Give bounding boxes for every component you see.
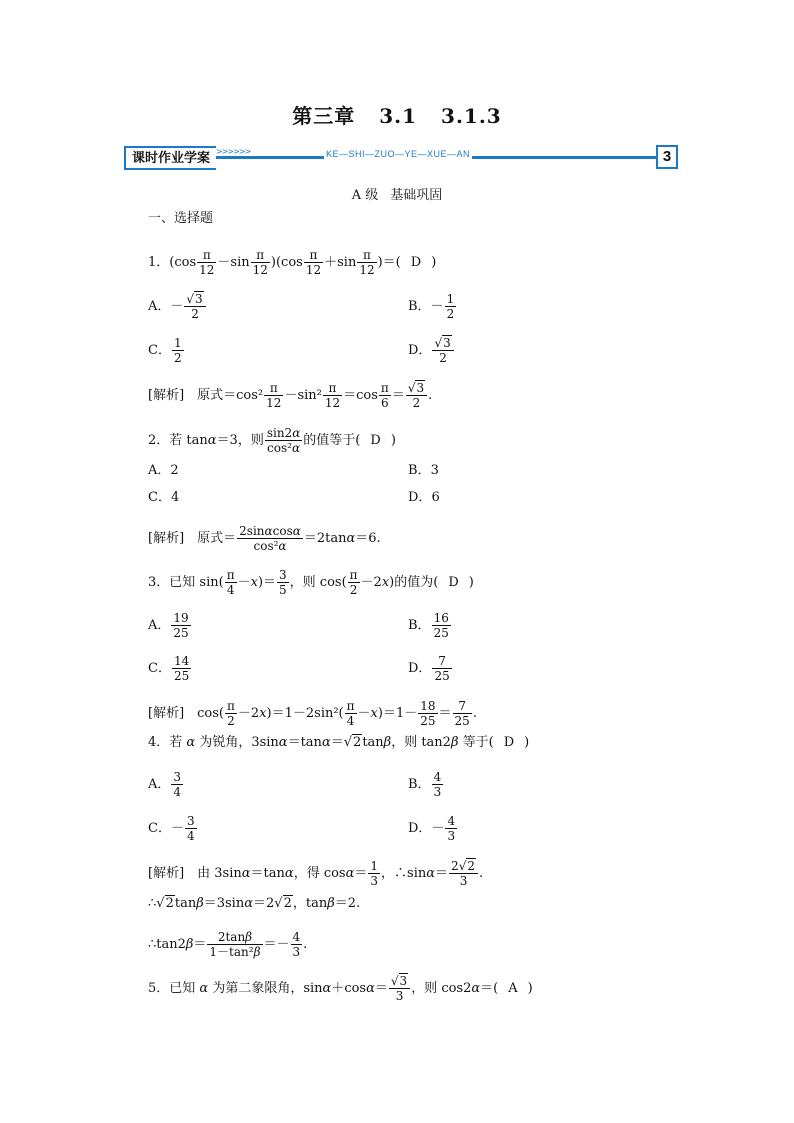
q4-analysis: [解析] 由 3sinα＝tanα，得 cosα＝ $\frac{1}{3}$ ，∴sinα＝ $\frac{2√2}{3}$ . [148, 859, 484, 888]
page-title: 第三章 3.1 3.1.3 [292, 104, 502, 128]
q4-option-b: B． $\frac{4}{3}$ [408, 770, 442, 799]
q2-option-a: A．2 [148, 463, 179, 478]
q4-analysis-line-2: ∴√2tanβ＝3sinα＝2√2，tanβ＝2. [148, 896, 361, 911]
q2-option-d: D．6 [408, 490, 440, 505]
question-3: 3．已知 sin( $\frac{\pi}{4}$ －x)＝ $\frac{3}{5}$ ，则 cos( $\frac{\pi}{2}$ －2x)的值为( D ) [148, 568, 474, 597]
q1-option-c: C． $\frac{1}{2}$ [148, 336, 182, 365]
banner-number: 3 [656, 145, 678, 169]
q2-analysis: [解析] 原式＝ $\frac{2\sin\alpha\cos\alpha}{\text{cos²α}}$ ＝2tanα＝6. [148, 524, 381, 553]
q4-analysis-line-3: ∴tan2β＝ $\frac{2\tan\beta}{\text{1－tan²β}}$ ＝－ $\frac{4}{3}$ . [148, 930, 308, 959]
question-4: 4．若 α 为锐角，3sinα＝tanα＝√2tanβ，则 tan2β 等于( D ) [148, 735, 530, 750]
banner-pinyin: KE—SHI—ZUO—YE—XUE—AN [326, 149, 471, 159]
q4-option-a: A． $\frac{3}{4}$ [148, 770, 182, 799]
section-banner [124, 146, 678, 168]
q4-option-d: D．－ $\frac{4}{3}$ [408, 814, 456, 843]
arrow-icon: >>>>>> [216, 147, 251, 156]
q1-option-d: D． $\frac{√3}{2}$ [408, 336, 455, 365]
q3-option-c: C． $\frac{14}{25}$ [148, 654, 190, 683]
q3-analysis: [解析] cos( $\frac{\pi}{2}$ －2x)＝1－2sin²( $\frac{\pi}{4}$ －x)＝1－ $\frac{18}{25}$ ＝ $\frac{7}{25}$ . [148, 699, 477, 728]
q1-option-b: B．－ $\frac{1}{2}$ [408, 292, 455, 321]
q3-option-d: D． $\frac{7}{25}$ [408, 654, 450, 683]
q2-option-b: B．3 [408, 463, 439, 478]
q1-analysis: [解析] 原式＝cos² $\frac{\pi}{12}$ －sin² $\frac{\pi}{12}$ ＝cos $\frac{\pi}{6}$ ＝ $\frac{√3}{2}$ . [148, 381, 433, 410]
q3-option-b: B． $\frac{16}{25}$ [408, 611, 449, 640]
section-heading: 一、选择题 [148, 211, 214, 226]
q1-option-a: A．－ $\frac{√3}{2}$ [148, 292, 207, 321]
question-2: 2．若 tanα＝3，则 $\frac{\sin 2\alpha}{\text{cos²α}}$ 的值等于( D ) [148, 426, 396, 455]
question-5: 5．已知 α 为第二象限角，sinα＋cosα＝ $\frac{√3}{3}$ ，则 cos2α＝( A ) [148, 974, 533, 1003]
level-heading: A 级 基础巩固 [351, 188, 443, 203]
q2-option-c: C．4 [148, 490, 180, 505]
question-1: 1．(cos $\frac{\pi}{12}$ －sin $\frac{\pi}{12}$ )(cos $\frac{\pi}{12}$ ＋sin $\frac{\pi}{12}$ )＝( D ) [148, 248, 437, 277]
q3-option-a: A． $\frac{19}{25}$ [148, 611, 189, 640]
q4-option-c: C．－ $\frac{3}{4}$ [148, 814, 195, 843]
banner-label: 课时作业学案 [124, 146, 216, 170]
